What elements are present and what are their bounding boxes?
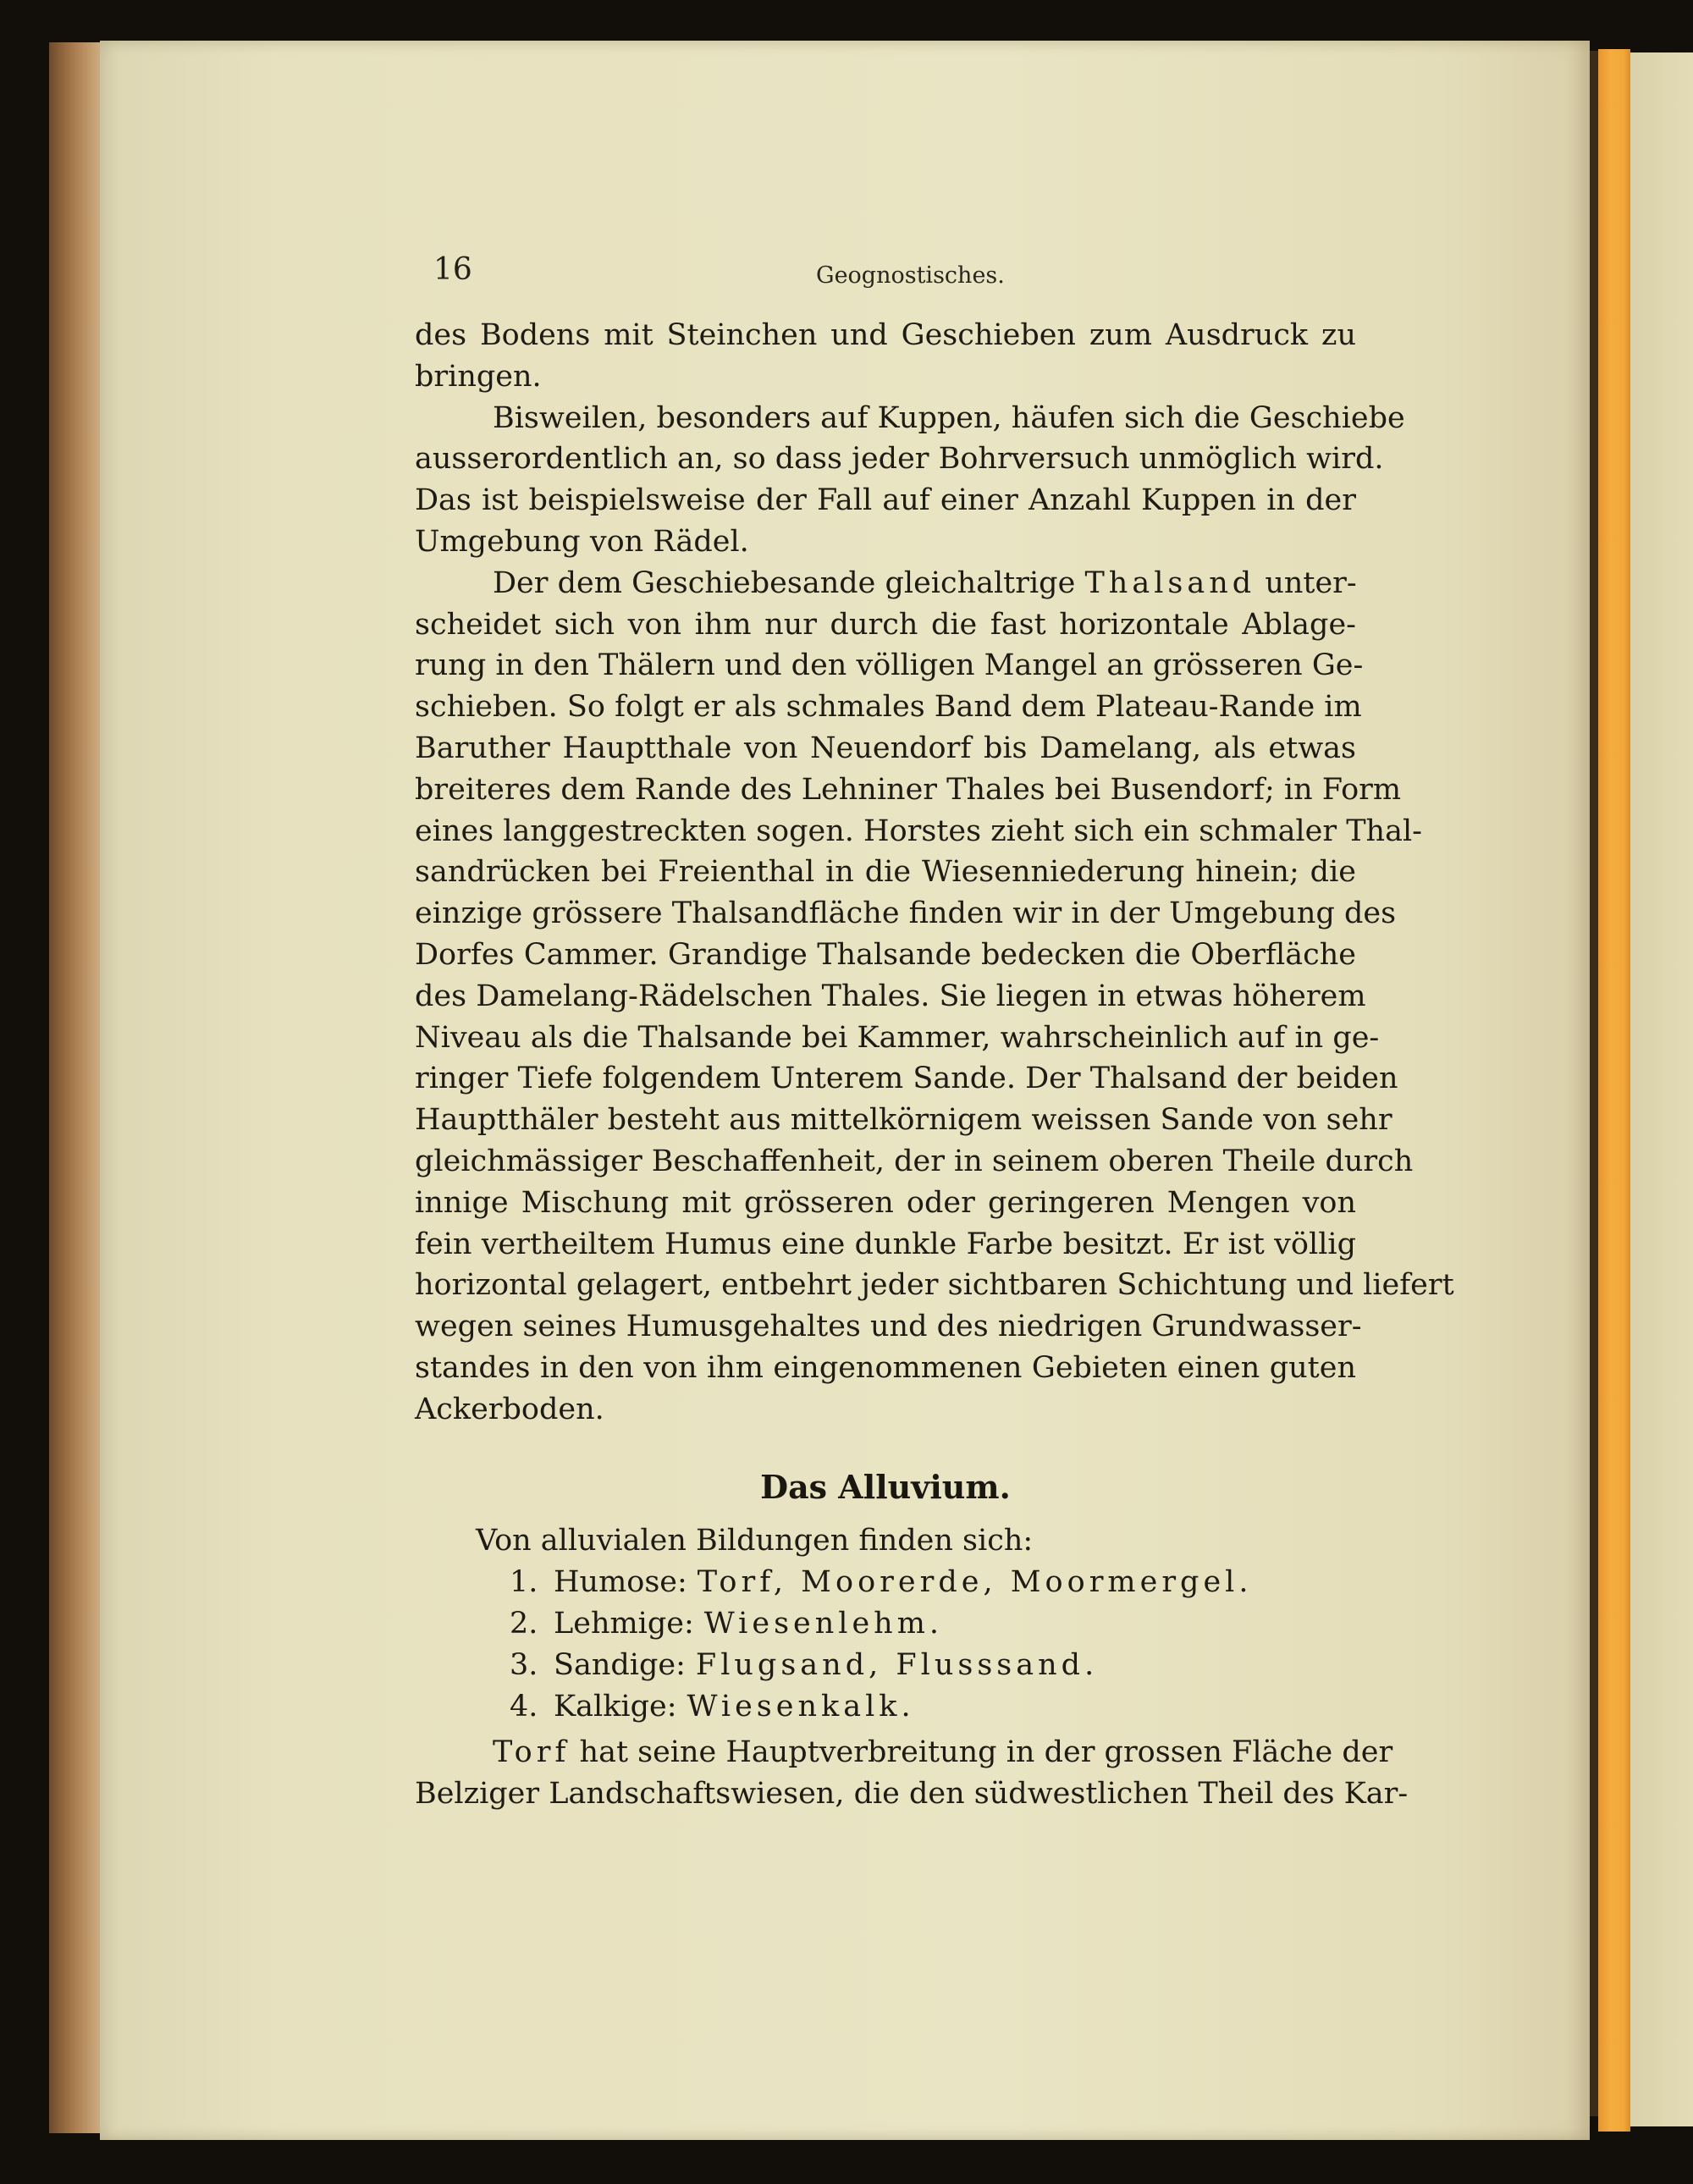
list-item [415,1645,1356,1686]
list-category: Humose: [554,1565,687,1599]
text-line: Bisweilen, besonders auf Kuppen, häufen sich die Geschiebe [493,400,1405,435]
text-line: Baruther Hauptthale von Neuendorf bis Damelang, als etwas [415,731,1356,765]
adjacent-page [1630,52,1693,2126]
text-line [415,1732,1393,1773]
list-value: Wiesenkalk. [687,1690,915,1723]
text-line: sandrücken bei Freienthal in die Wiesenniederung hinein; die [415,855,1356,890]
list-number: 2. [510,1607,538,1641]
text-line: einzige grössere Thalsandfläche finden wir in der Umgebung des [415,896,1397,931]
text-segment: hat seine Hauptverbreitung in der grossen Fläche der [579,1735,1393,1769]
closing-paragraph [415,1732,1409,1815]
text-line: des Damelang-Rädelschen Thales. Sie liegen in etwas höherem [415,979,1366,1013]
emphasized-term: Torf [493,1735,571,1769]
list-category: Sandige: [554,1648,686,1682]
list-number: 4. [510,1690,538,1723]
text-line: schieben. So folgt er als schmales Band dem Plateau-Rande im [415,690,1362,725]
list-category: Lehmige: [554,1607,694,1641]
list-value: Torf, Moorerde, Moormergel. [697,1565,1253,1599]
alluvium-list [415,1520,1356,1728]
emphasized-term: Thalsand [1084,565,1256,600]
list-item [415,1603,1356,1645]
text-line: scheidet sich von ihm nur durch die fast horizontale Ablage- [415,607,1356,642]
text-line: fein vertheiltem Humus eine dunkle Farbe besitzt. Er ist völlig [415,1227,1356,1261]
text-line: rung in den Thälern und den völligen Mangel an grösseren Ge- [415,648,1364,683]
text-line: Niveau als die Thalsande bei Kammer, wahrscheinlich auf in ge- [415,1020,1380,1055]
book-cover-edge [1598,49,1630,2132]
text-line: standes in den von ihm eingenommenen Gebieten einen guten [415,1350,1356,1385]
text-line: ringer Tiefe folgendem Unterem Sande. Der Thalsand der beiden [415,1062,1398,1096]
text-line: eines langgestreckten sogen. Horstes zieht sich ein schmaler Thal- [415,813,1422,848]
list-number: 1. [510,1565,538,1599]
running-head [433,252,1365,303]
text-line: innige Mischung mit grösseren oder geringeren Mengen von [415,1185,1356,1220]
section-heading: Das Alluvium. [760,1468,1011,1506]
text-segment: Der dem Geschiebesande gleichaltrige [493,565,1076,600]
text-line: gleichmässiger Beschaffenheit, der in seinem oberen Theile durch [415,1144,1414,1178]
text-line: horizontal gelagert, entbehrt jeder sichtbaren Schichtung und liefert [415,1268,1454,1303]
list-category: Kalkige: [554,1690,677,1723]
text-line: Hauptthäler besteht aus mittelkörnigem weissen Sande von sehr [415,1103,1392,1138]
text-segment: unter- [1265,565,1357,600]
text-line: Das ist beispielsweise der Fall auf einer Anzahl Kuppen in der [415,483,1356,518]
text-line: Umgebung von Rädel. [415,524,749,559]
running-head-title: Geognostisches. [816,262,1005,289]
text-line: ausserordentlich an, so dass jeder Bohrversuch unmöglich wird. [415,442,1384,477]
list-item [415,1686,1356,1728]
text-line: wegen seines Humusgehaltes und des niedrigen Grundwasser- [415,1310,1362,1344]
text-line: Dorfes Cammer. Grandige Thalsande bedecken die Oberfläche [415,937,1356,972]
page-number: 16 [433,252,472,287]
body-text [415,315,1454,1431]
list-value: Flugsand, Flusssand. [695,1648,1099,1682]
text-line: breiteres dem Rande des Lehniner Thales bei Busendorf; in Form [415,772,1402,807]
text-line: des Bodens mit Steinchen und Geschieben zum Ausdruck zu [415,318,1356,352]
list-intro: Von alluvialen Bildungen finden sich: [476,1524,1034,1558]
text-line: Belziger Landschaftswiesen, die den südwestlichen Theil des Kar- [415,1776,1409,1811]
list-value: Wiesenlehm. [703,1607,944,1641]
list-number: 3. [510,1648,538,1682]
text-line: bringen. [415,359,542,394]
list-item [415,1562,1356,1603]
text-line [415,563,1356,604]
text-line: Ackerboden. [415,1392,604,1426]
